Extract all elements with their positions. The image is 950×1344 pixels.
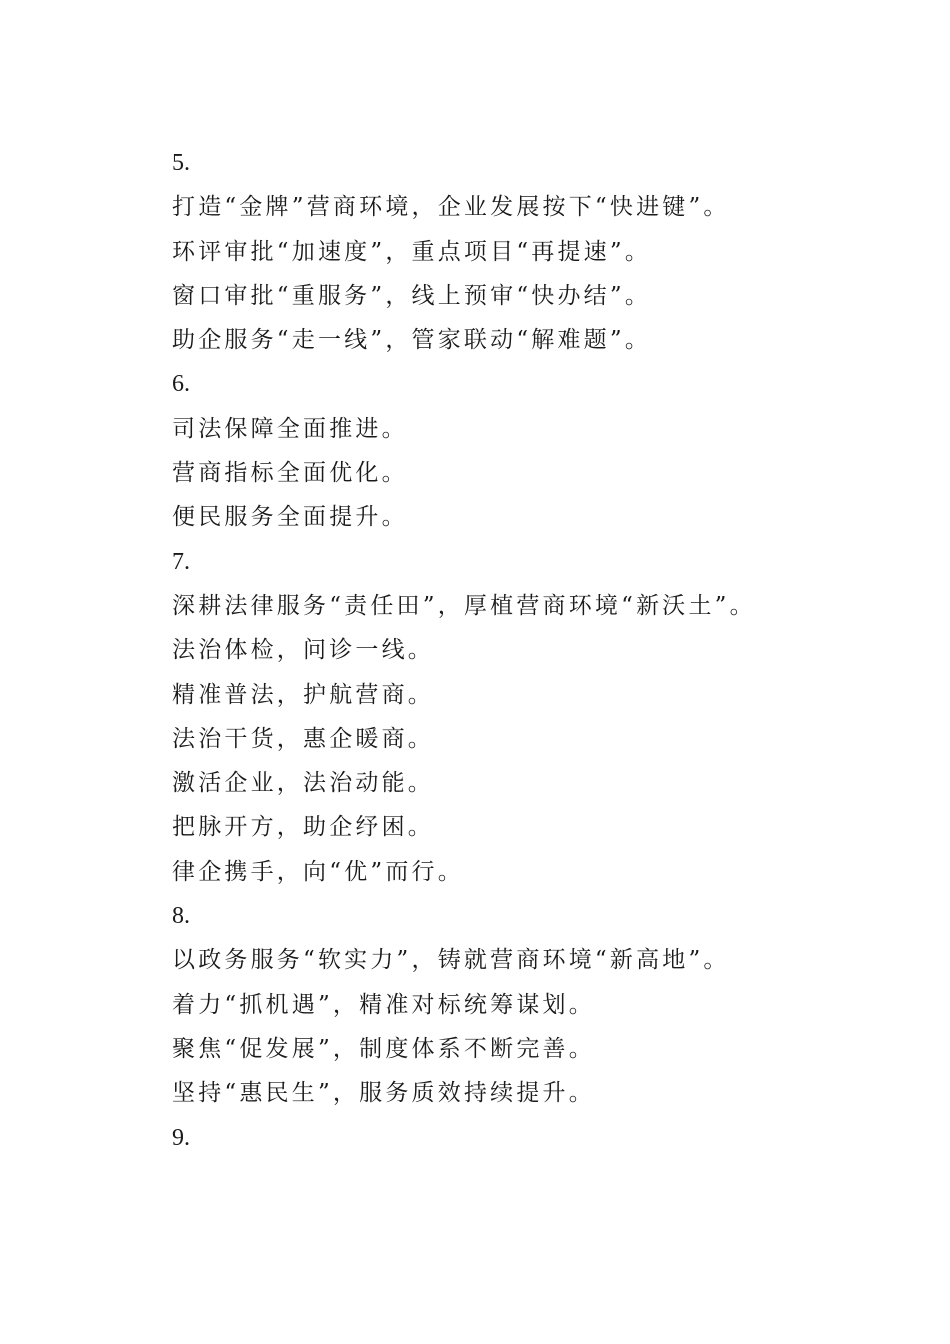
section-number: 7. <box>172 548 190 575</box>
section-number: 6. <box>172 371 190 398</box>
text-line: 激活企业，法治动能。 <box>172 770 434 797</box>
text-line: 把脉开方，助企纾困。 <box>172 814 434 841</box>
document-body <box>172 141 912 1160</box>
text-line: 打造“金牌”营商环境，企业发展按下“快进键”。 <box>172 194 730 221</box>
text-line: 法治体检，问诊一线。 <box>172 637 434 664</box>
text-line: 助企服务“走一线”，管家联动“解难题”。 <box>172 327 652 354</box>
text-line: 法治干货，惠企暖商。 <box>172 725 434 752</box>
section-number: 5. <box>172 150 190 176</box>
text-line: 深耕法律服务“责任田”，厚植营商环境“新沃土”。 <box>172 592 756 619</box>
text-line: 律企携手，向“优”而行。 <box>172 858 464 885</box>
text-line: 司法保障全面推进。 <box>172 415 408 442</box>
text-line: 以政务服务“软实力”，铸就营商环境“新高地”。 <box>172 947 730 974</box>
text-line: 精准普法，护航营商。 <box>172 681 434 708</box>
text-line: 窗口审批“重服务”，线上预审“快办结”。 <box>172 282 652 309</box>
section-number: 8. <box>172 903 190 930</box>
text-line: 营商指标全面优化。 <box>172 460 408 487</box>
text-line: 环评审批“加速度”，重点项目“再提速”。 <box>172 238 652 265</box>
text-line: 坚持“惠民生”，服务质效持续提升。 <box>172 1080 595 1107</box>
text-line: 聚焦“促发展”，制度体系不断完善。 <box>172 1035 595 1062</box>
section-number: 9. <box>172 1124 190 1151</box>
text-line: 着力“抓机遇”，精准对标统筹谋划。 <box>172 991 595 1018</box>
text-line: 便民服务全面提升。 <box>172 504 408 531</box>
